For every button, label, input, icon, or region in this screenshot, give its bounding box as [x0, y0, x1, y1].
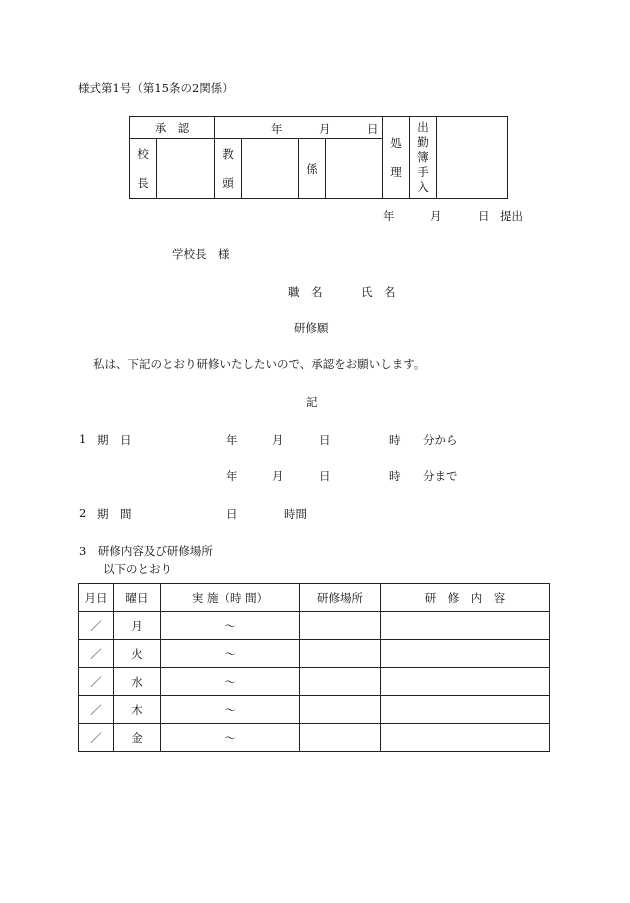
from-day: 日 [319, 433, 331, 447]
row-date: ／ [79, 696, 114, 724]
row-time: ～ [161, 668, 300, 696]
approval-date-cell [215, 117, 383, 139]
to-day: 日 [319, 469, 331, 483]
attendance-char-2: 勤 [417, 135, 429, 149]
form-number: 様式第1号（第15条の2関係） [78, 81, 234, 95]
ki-mark: 記 [306, 395, 318, 409]
row-content [381, 696, 550, 724]
table-row [79, 640, 550, 668]
attendance-stamp-box [437, 117, 508, 199]
table-row [79, 668, 550, 696]
principal-char-1: 校 [137, 146, 149, 161]
header-content: 研 修 内 容 [381, 584, 550, 612]
item1-number: 1 [79, 432, 87, 446]
principal-stamp-box [157, 139, 215, 199]
row-date: ／ [79, 724, 114, 752]
row-time: ～ [161, 612, 300, 640]
row-time: ～ [161, 640, 300, 668]
item3-label: 3 研修内容及び研修場所 [79, 544, 213, 558]
row-place [300, 724, 381, 752]
body-text: 私は、下記のとおり研修いたしたいので、承認をお願いします。 [93, 357, 426, 371]
period-days: 日 [226, 507, 238, 521]
schedule-header-row [79, 584, 550, 612]
item3-sub: 以下のとおり [103, 562, 172, 576]
applicant-position: 職 名 [288, 285, 323, 299]
period-hours: 時間 [284, 507, 307, 521]
attendance-char-4: 手 [417, 165, 429, 179]
attendance-char-5: 入 [417, 180, 429, 194]
table-row [79, 724, 550, 752]
attendance-char-3: 簿 [417, 150, 429, 164]
item2-number: 2 [79, 506, 87, 520]
schedule-table [78, 583, 550, 752]
attendance-char-1: 出 [417, 120, 429, 134]
approval-date-year: 年 [271, 122, 283, 136]
row-time: ～ [161, 724, 300, 752]
principal-label-cell [130, 139, 157, 199]
submit-day: 日 [478, 209, 490, 223]
attendance-cell [410, 117, 437, 199]
row-date: ／ [79, 640, 114, 668]
row-time: ～ [161, 696, 300, 724]
approval-table [129, 116, 508, 199]
vice-stamp-box [242, 139, 299, 199]
row-place [300, 696, 381, 724]
row-weekday: 水 [114, 668, 161, 696]
to-month: 月 [272, 469, 284, 483]
principal-char-2: 長 [137, 175, 149, 190]
row-content [381, 668, 550, 696]
vice-label-cell [215, 139, 242, 199]
header-weekday: 曜日 [114, 584, 161, 612]
approval-date-day: 日 [367, 122, 379, 136]
approval-date-month: 月 [319, 122, 331, 136]
submit-year: 年 [383, 209, 395, 223]
submit-label: 提出 [500, 209, 523, 223]
table-row [79, 696, 550, 724]
vice-char-2: 頭 [222, 175, 234, 190]
process-char-2: 理 [390, 164, 402, 179]
header-time: 実 施（時 間） [161, 584, 300, 612]
table-row [79, 612, 550, 640]
row-place [300, 640, 381, 668]
row-weekday: 木 [114, 696, 161, 724]
approval-label: 承 認 [154, 120, 190, 135]
item2-label: 期 間 [97, 507, 132, 521]
row-weekday: 火 [114, 640, 161, 668]
row-date: ／ [79, 612, 114, 640]
submit-month: 月 [430, 209, 442, 223]
approval-header [130, 117, 215, 139]
row-place [300, 612, 381, 640]
from-year: 年 [226, 433, 238, 447]
to-year: 年 [226, 469, 238, 483]
to-hour: 時 [389, 469, 401, 483]
process-char-1: 処 [390, 135, 402, 150]
row-content [381, 724, 550, 752]
staff-stamp-box [326, 139, 383, 199]
addressee: 学校長 様 [172, 247, 230, 261]
header-date: 月日 [79, 584, 114, 612]
from-minute: 分から [423, 433, 458, 447]
row-date: ／ [79, 668, 114, 696]
header-place: 研修場所 [300, 584, 381, 612]
row-content [381, 640, 550, 668]
to-minute: 分まで [423, 469, 458, 483]
vice-char-1: 教 [222, 146, 234, 161]
applicant-name: 氏 名 [361, 285, 396, 299]
row-weekday: 金 [114, 724, 161, 752]
staff-label-cell [299, 139, 326, 199]
process-cell [383, 117, 410, 199]
page-title: 研修願 [294, 321, 329, 335]
staff-label: 係 [306, 161, 318, 176]
row-content [381, 612, 550, 640]
from-month: 月 [272, 433, 284, 447]
row-weekday: 月 [114, 612, 161, 640]
row-place [300, 668, 381, 696]
from-hour: 時 [389, 433, 401, 447]
item1-label: 期 日 [97, 433, 132, 447]
